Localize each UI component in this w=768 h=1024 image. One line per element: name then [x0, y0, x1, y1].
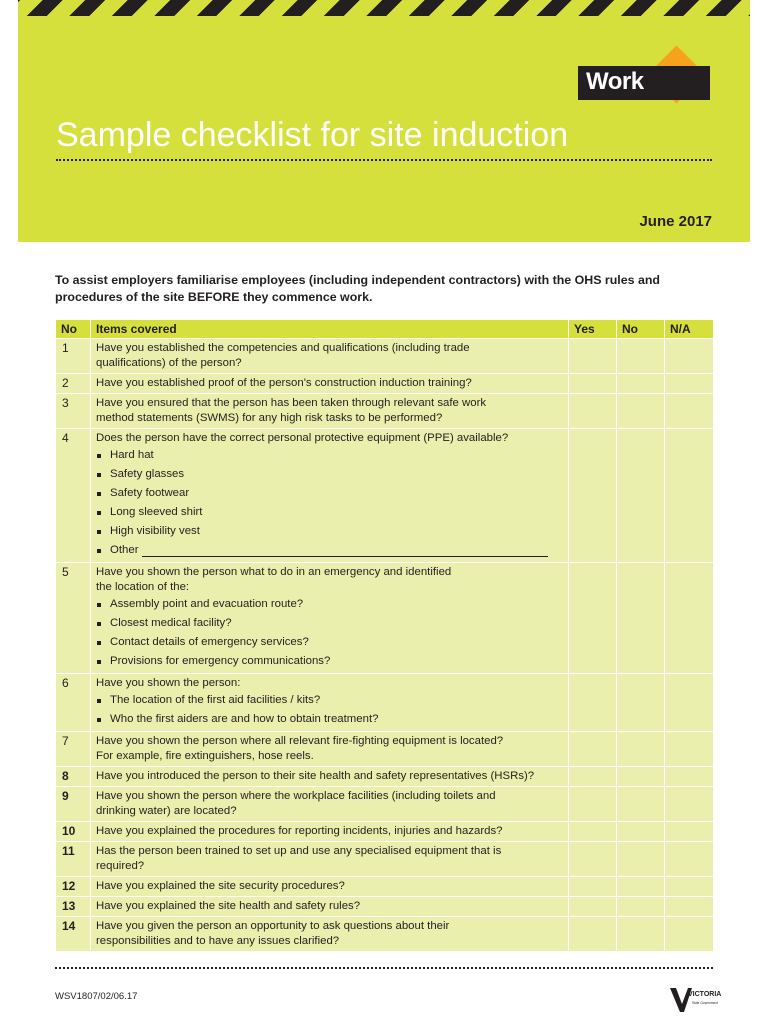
question-text: Have you given the person an opportunity to ask questions about their [96, 920, 450, 932]
intro-paragraph: To assist employers familiarise employees (including independent contractors) with the OHS rules and procedures of the site BEFORE they commence work. [55, 273, 660, 304]
other-write-in-field[interactable] [142, 545, 548, 557]
answer-yes-cell[interactable] [569, 842, 617, 877]
question-text: method statements (SWMS) for any high risk tasks to be performed? [96, 412, 443, 424]
table-row [56, 897, 714, 917]
bullet-label: High visibility vest [110, 525, 200, 537]
item-number: 13 [56, 897, 91, 917]
table-header-row [56, 320, 714, 339]
victoria-government-logo [668, 984, 722, 1016]
table-row [56, 374, 714, 394]
table-row [56, 563, 714, 674]
bullet-item [96, 633, 563, 652]
bullet-item [96, 465, 563, 484]
item-description [91, 429, 569, 563]
question-text: Have you ensured that the person has been taken through relevant safe work [96, 397, 487, 409]
header-banner [18, 0, 750, 242]
title-divider [56, 159, 712, 161]
answer-yes-cell[interactable] [569, 767, 617, 787]
bullet-icon [97, 549, 101, 553]
header-items-covered: Items covered [91, 320, 569, 339]
bullet-icon [97, 603, 101, 607]
item-number: 3 [56, 394, 91, 429]
answer-na-cell[interactable] [665, 842, 714, 877]
hazard-stripe-mask [18, 16, 750, 34]
answer-no-cell[interactable] [617, 394, 665, 429]
answer-no-cell[interactable] [617, 822, 665, 842]
table-row [56, 917, 714, 952]
question-text: Have you explained the site health and safety rules? [96, 900, 361, 912]
victoria-logo-text: VICTORIA [688, 991, 722, 998]
bullet-label: Safety footwear [110, 487, 190, 499]
answer-na-cell[interactable] [665, 394, 714, 429]
item-number: 4 [56, 429, 91, 563]
document-code: WSV1807/02/06.17 [55, 991, 138, 1002]
answer-yes-cell[interactable] [569, 674, 617, 732]
bullet-item [96, 446, 563, 465]
answer-no-cell[interactable] [617, 563, 665, 674]
answer-no-cell[interactable] [617, 897, 665, 917]
answer-na-cell[interactable] [665, 732, 714, 767]
table-row [56, 429, 714, 563]
table-row [56, 822, 714, 842]
answer-yes-cell[interactable] [569, 563, 617, 674]
table-row [56, 339, 714, 374]
answer-no-cell[interactable] [617, 429, 665, 563]
answer-no-cell[interactable] [617, 917, 665, 952]
footer-divider [55, 967, 713, 969]
item-description [91, 674, 569, 732]
answer-no-cell[interactable] [617, 787, 665, 822]
header-yes: Yes [569, 320, 617, 339]
page-title: Sample checklist for site induction [56, 116, 569, 154]
item-number: 14 [56, 917, 91, 952]
bullet-icon [97, 454, 101, 458]
answer-yes-cell[interactable] [569, 732, 617, 767]
item-description [91, 732, 569, 767]
answer-na-cell[interactable] [665, 787, 714, 822]
worksafe-logo [578, 46, 714, 104]
victoria-logo-subtext: State Government [692, 1001, 718, 1005]
question-text: required? [96, 860, 145, 872]
answer-na-cell[interactable] [665, 877, 714, 897]
item-description [91, 877, 569, 897]
question-text: Does the person have the correct personal protective equipment (PPE) available? [96, 432, 509, 444]
header-no: No [56, 320, 91, 339]
question-text: Have you explained the site security procedures? [96, 880, 345, 892]
item-number: 10 [56, 822, 91, 842]
answer-na-cell[interactable] [665, 429, 714, 563]
logo-state-text: VICTORIA [674, 90, 707, 96]
header-no-answer: No [617, 320, 665, 339]
bullet-label: Long sleeved shirt [110, 506, 203, 518]
item-description [91, 787, 569, 822]
table-row [56, 767, 714, 787]
bullet-icon [97, 511, 101, 515]
bullet-item [96, 691, 563, 710]
item-number: 5 [56, 563, 91, 674]
question-text: qualifications) of the person? [96, 357, 242, 369]
item-description [91, 394, 569, 429]
bullet-label: Hard hat [110, 449, 154, 461]
bullet-label: Other [110, 544, 139, 556]
table-row [56, 394, 714, 429]
question-text: Has the person been trained to set up and use any specialised equipment that is [96, 845, 502, 857]
item-number: 7 [56, 732, 91, 767]
bullet-icon [97, 699, 101, 703]
table-row [56, 787, 714, 822]
bullet-label: Provisions for emergency communications? [110, 655, 331, 667]
bullet-icon [97, 622, 101, 626]
item-number: 6 [56, 674, 91, 732]
bullet-icon [97, 660, 101, 664]
answer-yes-cell[interactable] [569, 787, 617, 822]
answer-yes-cell[interactable] [569, 339, 617, 374]
induction-checklist-table [55, 319, 714, 952]
answer-yes-cell[interactable] [569, 917, 617, 952]
answer-no-cell[interactable] [617, 732, 665, 767]
answer-na-cell[interactable] [665, 339, 714, 374]
question-text: Have you established the competencies and qualifications (including trade [96, 342, 470, 354]
item-description [91, 374, 569, 394]
bullet-label: Safety glasses [110, 468, 185, 480]
table-row [56, 877, 714, 897]
answer-na-cell[interactable] [665, 767, 714, 787]
bullet-item [96, 522, 563, 541]
item-number: 9 [56, 787, 91, 822]
bullet-item [96, 503, 563, 522]
table-row [56, 732, 714, 767]
bullet-icon [97, 530, 101, 534]
header-na: N/A [665, 320, 714, 339]
answer-no-cell[interactable] [617, 674, 665, 732]
bullet-item [96, 541, 563, 560]
bullet-icon [97, 641, 101, 645]
table-row [56, 674, 714, 732]
answer-yes-cell[interactable] [569, 822, 617, 842]
question-text: the location of the: [96, 581, 190, 593]
item-number: 12 [56, 877, 91, 897]
answer-na-cell[interactable] [665, 897, 714, 917]
answer-no-cell[interactable] [617, 339, 665, 374]
logo-work-text: Work [586, 68, 644, 95]
answer-yes-cell[interactable] [569, 429, 617, 563]
answer-na-cell[interactable] [665, 917, 714, 952]
answer-na-cell[interactable] [665, 563, 714, 674]
answer-yes-cell[interactable] [569, 877, 617, 897]
item-description [91, 897, 569, 917]
question-text: Have you shown the person where the workplace facilities (including toilets and [96, 790, 496, 802]
bullet-item [96, 484, 563, 503]
publication-date: June 2017 [639, 213, 712, 230]
bullet-item [96, 710, 563, 729]
bullet-label: The location of the first aid facilities / kits? [110, 694, 321, 706]
item-description [91, 842, 569, 877]
bullet-item [96, 652, 563, 671]
bullet-label: Who the first aiders are and how to obtain treatment? [110, 713, 379, 725]
question-text: Have you shown the person what to do in an emergency and identified [96, 566, 452, 578]
question-text: Have you established proof of the person's construction induction training? [96, 377, 472, 389]
answer-yes-cell[interactable] [569, 897, 617, 917]
bullet-icon [97, 718, 101, 722]
bullet-item [96, 595, 563, 614]
item-description [91, 917, 569, 952]
question-text: responsibilities and to have any issues clarified? [96, 935, 340, 947]
answer-no-cell[interactable] [617, 767, 665, 787]
item-number: 8 [56, 767, 91, 787]
answer-no-cell[interactable] [617, 877, 665, 897]
item-number: 1 [56, 339, 91, 374]
item-description [91, 822, 569, 842]
question-text: Have you explained the procedures for reporting incidents, injuries and hazards? [96, 825, 503, 837]
item-description [91, 339, 569, 374]
answer-no-cell[interactable] [617, 842, 665, 877]
answer-na-cell[interactable] [665, 822, 714, 842]
question-text: Have you shown the person: [96, 677, 241, 689]
bullet-label: Closest medical facility? [110, 617, 232, 629]
item-description [91, 563, 569, 674]
item-description [91, 767, 569, 787]
answer-no-cell[interactable] [617, 374, 665, 394]
table-row [56, 842, 714, 877]
bullet-label: Contact details of emergency services? [110, 636, 309, 648]
question-text: Have you shown the person where all relevant fire-fighting equipment is located? [96, 735, 504, 747]
bullet-icon [97, 473, 101, 477]
item-number: 11 [56, 842, 91, 877]
logo-safe-text: Safe [642, 66, 691, 93]
item-number: 2 [56, 374, 91, 394]
bullet-label: Assembly point and evacuation route? [110, 598, 304, 610]
table-body [56, 339, 714, 952]
answer-na-cell[interactable] [665, 674, 714, 732]
question-text: For example, fire extinguishers, hose reels. [96, 750, 314, 762]
answer-na-cell[interactable] [665, 374, 714, 394]
bullet-item [96, 614, 563, 633]
answer-yes-cell[interactable] [569, 394, 617, 429]
bullet-icon [97, 492, 101, 496]
question-text: drinking water) are located? [96, 805, 237, 817]
answer-yes-cell[interactable] [569, 374, 617, 394]
question-text: Have you introduced the person to their site health and safety representatives (HSRs)? [96, 770, 535, 782]
